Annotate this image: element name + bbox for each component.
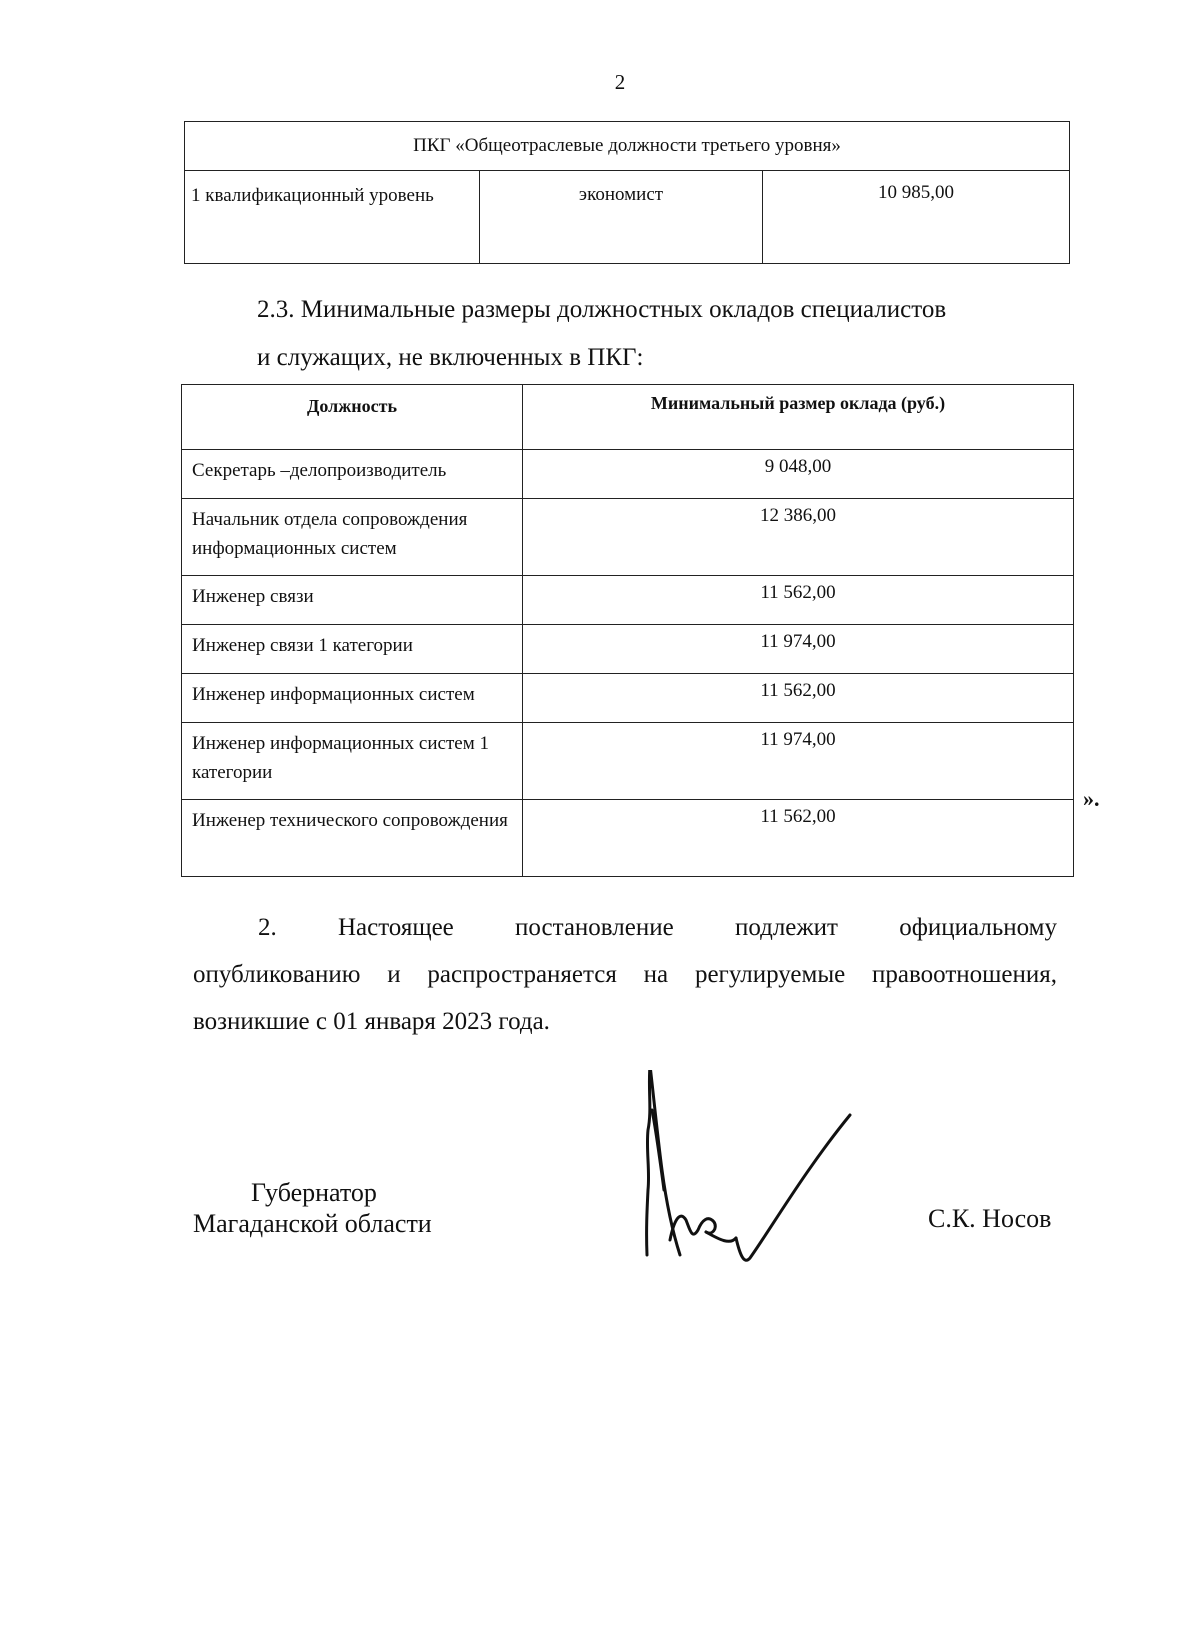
position-cell: Инженер связи: [182, 576, 523, 625]
position-cell: экономист: [480, 171, 763, 264]
section-2-word: подлежит: [734, 914, 838, 941]
position-cell: Секретарь –делопроизводитель: [182, 450, 523, 499]
table-row: [182, 674, 1074, 723]
position-cell: Начальник отдела сопровождения информационных систем: [182, 499, 523, 576]
section-2-3-line-2: и служащих, не включенных в ПКГ:: [257, 344, 644, 371]
closing-quote: ».: [1083, 786, 1100, 811]
section-2-word: постановление: [515, 914, 674, 941]
section-2-word: официальному: [899, 914, 1057, 941]
section-2-3-line-1: 2.3. Минимальные размеры должностных окладов специалистов: [257, 296, 947, 323]
handwritten-signature: [640, 1070, 870, 1280]
position-cell: Инженер связи 1 категории: [182, 625, 523, 674]
min-salary-table: [181, 384, 1074, 877]
salary-cell: 12 386,00: [523, 499, 1074, 576]
page-number: 2: [614, 70, 626, 94]
salary-cell: 11 562,00: [523, 576, 1074, 625]
section-2-word: 2.: [258, 914, 277, 941]
salary-cell: 10 985,00: [763, 171, 1070, 264]
signatory-name: С.К. Носов: [928, 1204, 1052, 1233]
position-cell: Инженер информационных систем 1 категории: [182, 723, 523, 800]
salary-cell: 11 974,00: [523, 625, 1074, 674]
qualification-level-cell: 1 квалификационный уровень: [185, 171, 480, 264]
pkg-group-header: ПКГ «Общеотраслевые должности третьего уровня»: [185, 122, 1070, 171]
table-header-row: [182, 385, 1074, 450]
table-row: [182, 450, 1074, 499]
salary-cell: 11 562,00: [523, 674, 1074, 723]
signatory-title-block: [193, 1177, 432, 1239]
position-cell: Инженер информационных систем: [182, 674, 523, 723]
salary-cell: 11 562,00: [523, 800, 1074, 877]
signatory-region: Магаданской области: [193, 1209, 432, 1238]
pkg-salary-table: [184, 121, 1070, 264]
column-header-position: Должность: [182, 385, 523, 450]
table-row: [182, 499, 1074, 576]
salary-cell: 11 974,00: [523, 723, 1074, 800]
table-row: [182, 625, 1074, 674]
section-2-3-paragraph: [193, 286, 1057, 382]
table-row: [182, 800, 1074, 877]
section-2-word: Настоящее: [337, 914, 454, 941]
section-2-body-text: опубликованию и распространяется на регулируемые правоотношения, возникшие с 01 января 2023 года.: [193, 961, 1057, 1035]
salary-cell: 9 048,00: [523, 450, 1074, 499]
table-row: [182, 576, 1074, 625]
table-row: [185, 171, 1070, 264]
section-2-first-line: [193, 904, 1057, 951]
section-2-paragraph: [193, 904, 1057, 1045]
column-header-salary: Минимальный размер оклада (руб.): [523, 385, 1074, 450]
position-cell: Инженер технического сопровождения: [182, 800, 523, 877]
table-row: [182, 723, 1074, 800]
signatory-title: Губернатор: [251, 1178, 377, 1207]
